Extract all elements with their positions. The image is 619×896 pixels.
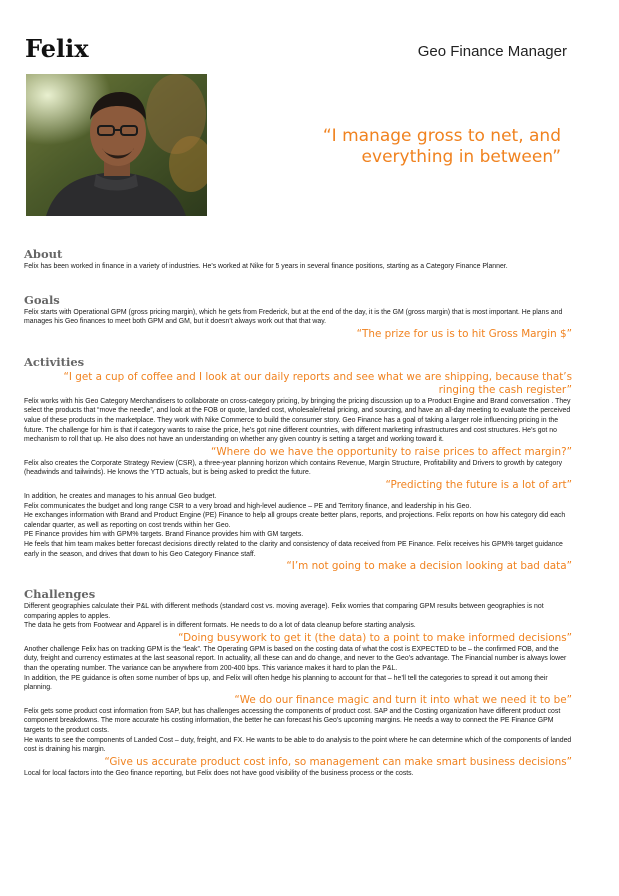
persona-role: Geo Finance Manager — [417, 43, 567, 60]
about-section — [24, 247, 572, 272]
activities-section — [24, 355, 572, 573]
challenges-quote-1: “Doing busywork to get it (the data) to a point to make informed decisions” — [178, 631, 572, 644]
challenges-text-2a: Another challenge Felix has on tracking GPM is the “leak”. The Operating GPM is based on the costing data of what the cost is EXPECTED to be – the confirmed FOB, and the duty, freight and currency estimates at the last seasonal report. In actuality, all these can and do change, and never to the Geo’s advantage. The Financial number is always lower than the operating number. The variance can be anywhere from 200-400 bps. This variance makes it hard to plan the P&L. — [24, 645, 567, 673]
goals-text: Felix starts with Operational GPM (gross pricing margin), which he gets from Frederick, but at the end of the day, it is the GM (gross margin) that is most important. He plans and manages his Geo finances to meet both GPM and GM, but it doesn’t always work out that that way. — [24, 308, 563, 326]
activities-heading: Activities — [24, 354, 85, 369]
challenges-quote-2: “We do our finance magic and turn it into what we need it to be” — [234, 693, 572, 706]
challenges-section — [24, 587, 572, 778]
goals-heading: Goals — [24, 292, 60, 307]
activities-text-3d: PE Finance provides him with GPM% targets. Brand Finance provides him with GM targets. — [24, 531, 304, 539]
challenges-text-3a: Felix gets some product cost information from SAP, but has challenges accessing the components of product cost. SAP and the Costing organization have different product cost component breakdowns. The more accurate his costing information, the better he can forecast his Geo’s upcoming margins. He needs a way to connect the PE Finance GPM targets to the product costs. — [24, 707, 561, 735]
persona-content — [24, 247, 572, 778]
persona-photo — [26, 74, 207, 216]
headline-quote: “I manage gross to net, and everything in between” — [322, 126, 561, 167]
challenges-text-3b: He wants to see the components of Landed Cost – duty, freight, and FX. He wants to be able to do analysis to the point where he can determine which of the components of landed cost is draining his margin. — [24, 736, 572, 754]
persona-name: Felix — [25, 34, 89, 63]
challenges-text-3c: Local for local factors into the Geo finance reporting, but Felix does not have good visibility of the business process or the costs. — [24, 769, 414, 777]
activities-quote-2: “Where do we have the opportunity to raise prices to affect margin?” — [210, 445, 572, 458]
goals-quote: “The prize for us is to hit Gross Margin $” — [356, 327, 572, 340]
about-text: Felix has been worked in finance in a variety of industries. He’s worked at Nike for 5 years in several finance positions, starting as a Category Finance Planner. — [24, 263, 508, 270]
activities-text-2: Felix also creates the Corporate Strategy Review (CSR), a three-year planning horizon which contains Revenue, Margin Structure, Profitability and Drivers to growth by category (headwinds and tailwinds). He knows the YTD actuals, but is being asked to predict the future. — [24, 459, 563, 477]
challenges-text-2b: In addition, the PE guidance is often some number of bps up, and Felix will often hedge his planning to account for that – he’ll tell the categories to spread it out among their planning. — [24, 674, 548, 692]
activities-text-3a: In addition, he creates and manages to his annual Geo budget. — [24, 492, 217, 500]
activities-text-3e: He feels that him team makes better forecast decisions directly related to the clarity and consistency of data received from PE Finance. Felix receives his GPM% target guidance early in the season, and drives that down to his Geo Category Finance staff. — [24, 540, 563, 558]
activities-text-3c: He exchanges information with Brand and Product Engine (PE) Finance to help all groups create better plans, reports, and projections. Felix reports on how his category did each calendar quarter, as well as reporting on cost trends within her Geo. — [24, 512, 566, 529]
activities-text-1: Felix works with his Geo Category Merchandisers to collaborate on cross-category pricing, by bringing the pricing discussion up to a Product Engine and Brand conversation . They select the products that “move the needle”, and look at the FOB or quote, landed cost, wholesale/retail pricing, and sourcing, and have an all-day meeting to evaluate the perceived value of these products in the marketplace. They work with Nike Commerce to build the consumer story. Geo Finance has a goal of taking a larger role influencing pricing in the future. The challenge for him is that if category wants to raise the price, he’s got nine different countries, with different marketing infrastructures and cost structures. He’s got no mechanism to roll that up. He also does not have an understanding on whether any given country is setting a target and working toward it. — [24, 397, 571, 444]
activities-quote-3: “Predicting the future is a lot of art” — [385, 478, 572, 491]
about-heading: About — [24, 247, 63, 261]
challenges-quote-3: “Give us accurate product cost info, so management can make smart business decisions” — [104, 755, 572, 768]
goals-section — [24, 293, 572, 341]
activities-text-3b: Felix communicates the budget and long range CSR to a very broad and high-level audience – PE and Territory finance, and leadership in his Geo. — [24, 502, 472, 510]
challenges-text-1a: Different geographies calculate their P&L with different methods (standard cost vs. moving average). Felix worries that comparing GPM results between geographies is not comparing apples to apples. — [24, 603, 544, 620]
activities-quote-4: “I’m not going to make a decision looking at bad data” — [286, 560, 572, 573]
challenges-text-1b: The data he gets from Footwear and Apparel is in different formats. He needs to do a lot of data cleanup before starting analysis. — [24, 622, 416, 630]
challenges-heading: Challenges — [24, 587, 96, 602]
activities-quote-1: “I get a cup of coffee and I look at our daily reports and see what we are shipping, because that’s ringing the cash register” — [63, 370, 572, 396]
